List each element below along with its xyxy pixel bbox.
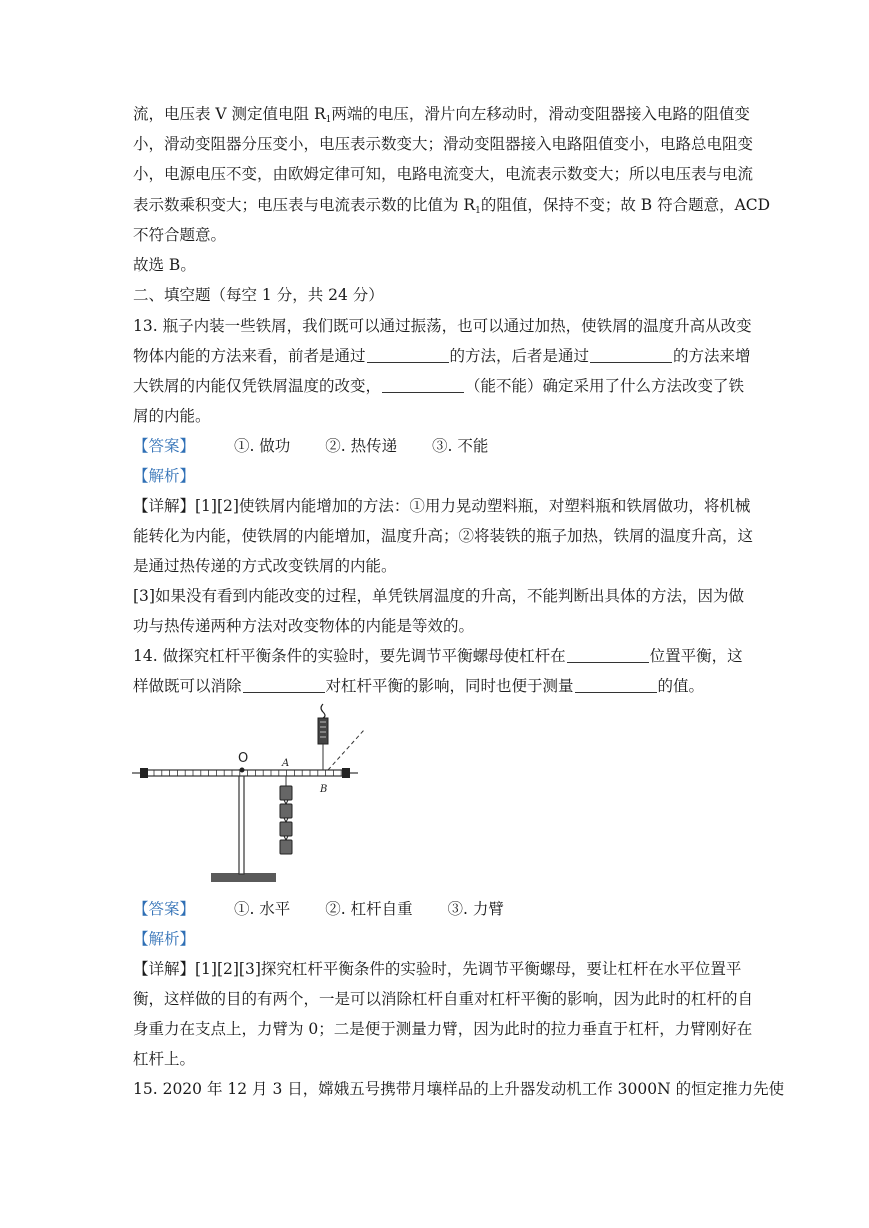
- lever-bar: [132, 768, 358, 778]
- stand-pole: [239, 770, 244, 874]
- answer-blank: [367, 348, 449, 363]
- text-line: 故选 B。: [133, 256, 196, 274]
- text-line: 小，滑动变阻器分压变小，电压表示数变大；滑动变阻器接入电路阻值变小，电路总电阻变: [133, 135, 754, 153]
- text-line: 流，电压表 V 测定值电阻 $R_1$两端的电压，滑片向左移动时，滑动变阻器接入电路的阻值变: [133, 105, 750, 125]
- question-13-text: 13. 瓶子内装一些铁屑，我们既可以通过振荡，也可以通过加热，使铁屑的温度升高从改变: [133, 317, 752, 335]
- section-heading: 二、填空题（每空 1 分，共 24 分）: [133, 286, 384, 304]
- analysis-text: 功与热传递两种方法对改变物体的内能是等效的。: [133, 617, 475, 635]
- question-14-text: 样做既可以消除 对杠杆平衡的影响，同时也便于测量 的值。: [133, 677, 705, 695]
- analysis-text: 杠杆上。: [133, 1050, 196, 1068]
- answer-label: 【答案】: [133, 437, 196, 455]
- answer-item: ②. 杠杆自重: [325, 900, 413, 918]
- hanging-weights: [280, 786, 292, 854]
- tilted-force-line: [328, 730, 364, 770]
- label-b: B: [320, 784, 328, 795]
- label-a: A: [282, 758, 290, 769]
- answer-blank: [590, 348, 672, 363]
- text-line: 不符合题意。: [133, 226, 227, 244]
- question-13-text: 大铁屑的内能仅凭铁屑温度的改变， （能不能）确定采用了什么方法改变了铁: [133, 377, 745, 395]
- text-line: 小，电源电压不变，由欧姆定律可知，电路电流变大，电流表示数变大；所以电压表与电流: [133, 165, 754, 183]
- analysis-text: [3]如果没有看到内能改变的过程，单凭铁屑温度的升高，不能判断出具体的方法，因为做: [133, 587, 744, 605]
- answer-row: [133, 899, 504, 919]
- left-balance-nut: [140, 768, 148, 778]
- right-balance-nut: [342, 768, 350, 778]
- analysis-text: 【详解】[1][2]使铁屑内能增加的方法：①用力晃动塑料瓶，对塑料瓶和铁屑做功，将机械: [133, 497, 751, 515]
- answer-blank: [382, 378, 464, 393]
- analysis-label: 【解析】: [133, 930, 196, 948]
- answer-label: 【答案】: [133, 900, 196, 918]
- analysis-text: 能转化为内能，使铁屑的内能增加，温度升高；②将装铁的瓶子加热，铁屑的温度升高，这: [133, 527, 754, 545]
- lever-diagram: [128, 700, 368, 890]
- answer-item: ②. 热传递: [325, 437, 398, 455]
- question-15-text: 15. 2020 年 12 月 3 日，嫦娥五号携带月壤样品的上升器发动机工作 3000N 的恒定推力先使: [133, 1080, 785, 1098]
- answer-blank: [575, 678, 657, 693]
- question-14-text: 14. 做探究杠杆平衡条件的实验时，要先调节平衡螺母使杠杆在 位置平衡，这: [133, 647, 743, 665]
- question-13-text: 物体内能的方法来看，前者是通过 的方法，后者是通过 的方法来增: [133, 347, 751, 365]
- answer-item: ①. 做功: [233, 437, 291, 455]
- question-13-text: 屑的内能。: [133, 407, 211, 425]
- analysis-text: 是通过热传递的方式改变铁屑的内能。: [133, 557, 397, 575]
- answer-item: ③. 不能: [432, 437, 489, 455]
- answer-blank: [567, 648, 649, 663]
- analysis-text: 衡，这样做的目的有两个，一是可以消除杠杆自重对杠杆平衡的影响，因为此时的杠杆的自: [133, 990, 754, 1008]
- spring-scale: [318, 704, 328, 770]
- analysis-label: 【解析】: [133, 467, 196, 485]
- pivot: [240, 768, 245, 773]
- analysis-text: 身重力在支点上，力臂为 0；二是便于测量力臂，因为此时的拉力垂直于杠杆，力臂刚好在: [133, 1020, 753, 1038]
- answer-item: ①. 水平: [233, 900, 291, 918]
- analysis-text: 【详解】[1][2][3]探究杠杆平衡条件的实验时，先调节平衡螺母，要让杠杆在水平位置平: [133, 960, 742, 978]
- answer-row: [133, 436, 488, 456]
- text-line: 表示数乘积变大；电压表与电流表示数的比值为 $R_1$的阻值，保持不变；故 B 符合题意，ACD: [133, 196, 771, 216]
- answer-blank: [243, 678, 325, 693]
- answer-item: ③. 力臂: [447, 900, 504, 918]
- label-o: O: [238, 751, 249, 766]
